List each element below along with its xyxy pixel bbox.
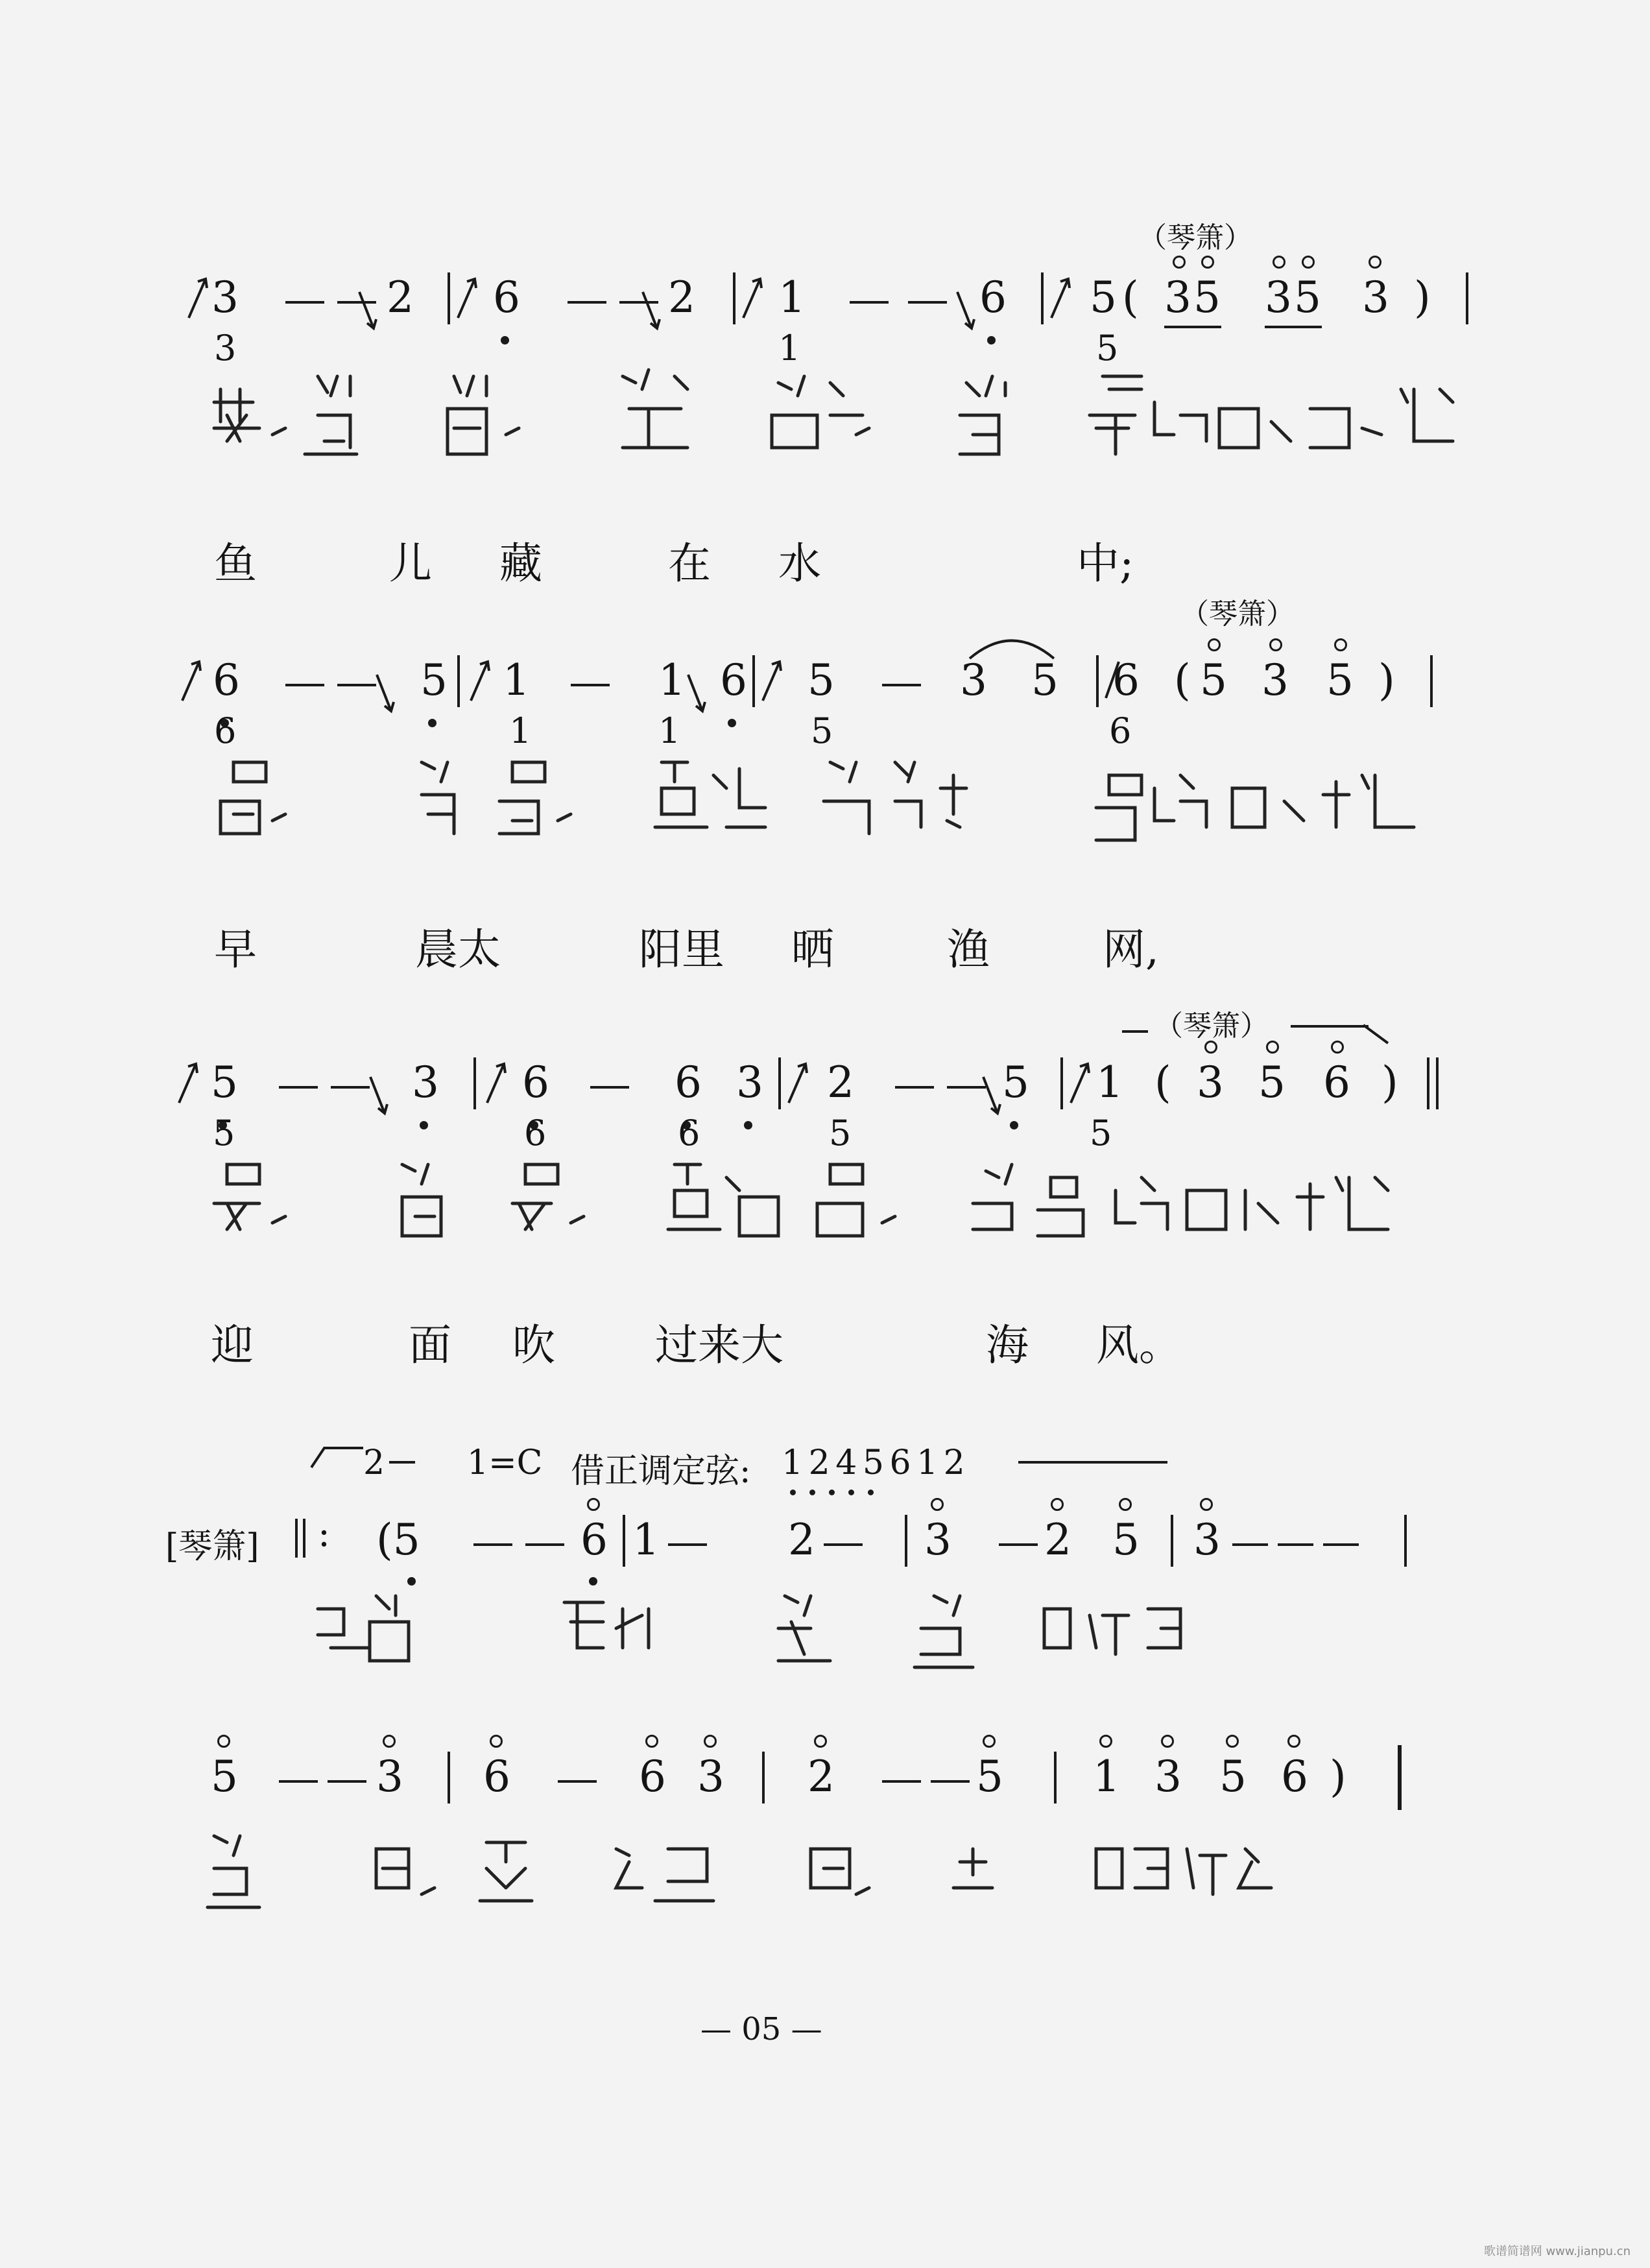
- barline: [1041, 272, 1044, 324]
- instrument-annotation: （琴箫）: [1180, 597, 1295, 631]
- slide-down-arrow-icon: [684, 668, 710, 720]
- tab-string-number: 5: [829, 1113, 852, 1153]
- tab-string-number: 1: [778, 328, 801, 368]
- lyric-char: 鱼: [214, 538, 257, 588]
- slide-down-arrow-icon: [639, 285, 665, 337]
- octave-dot-high: [587, 1498, 600, 1511]
- octave-dot-high: [1051, 1498, 1064, 1511]
- octave-dot-low: [809, 1490, 815, 1495]
- slide-up-arrow-icon: [175, 1057, 201, 1109]
- note: 1: [778, 272, 806, 322]
- octave-dot-low: [829, 1490, 835, 1495]
- dash: [590, 1086, 629, 1089]
- octave-dot-high: [704, 1735, 717, 1748]
- lyric-char: 晒: [791, 924, 834, 974]
- octave-dot-high: [1266, 1041, 1279, 1054]
- note: 3: [697, 1752, 724, 1802]
- octave-dot-high: [383, 1735, 396, 1748]
- slide-up-arrow-icon: [785, 1057, 811, 1109]
- lyric-char: 渔: [947, 924, 990, 974]
- tab-string-number: 5: [213, 1113, 235, 1153]
- tuning-prefix: 2: [363, 1443, 385, 1482]
- note: 5: [1112, 1515, 1140, 1565]
- dash: [558, 1780, 597, 1783]
- note: 6: [1112, 655, 1140, 705]
- note: 6: [720, 655, 747, 705]
- note: 3: [1193, 1515, 1221, 1565]
- page-number: — 05 —: [700, 2011, 822, 2047]
- handwritten-tablature-icon: [201, 1823, 1343, 1920]
- note: 5: [1200, 655, 1227, 705]
- slide-up-arrow-icon: [739, 272, 765, 324]
- paren-close: ): [1381, 1057, 1398, 1107]
- note: 3: [1154, 1752, 1182, 1802]
- dash: [279, 1086, 318, 1089]
- octave-dot-high: [1201, 256, 1214, 269]
- octave-dot-low: [744, 1121, 752, 1129]
- lyric-char: 迎: [211, 1320, 254, 1370]
- note: 6: [522, 1057, 549, 1107]
- dash: [908, 301, 947, 304]
- repeat-colon: :: [318, 1513, 330, 1555]
- note: 5: [1258, 1057, 1285, 1107]
- note: 6: [213, 655, 240, 705]
- barline: [1096, 655, 1099, 707]
- note: 6: [483, 1752, 510, 1802]
- octave-dot-high: [1273, 256, 1285, 269]
- note: 5: [1090, 272, 1117, 322]
- note: 3: [376, 1752, 403, 1802]
- octave-dot-high: [1331, 1041, 1344, 1054]
- note: 3: [412, 1057, 439, 1107]
- note: 3: [1362, 272, 1389, 322]
- dash: [337, 684, 376, 686]
- octave-dot-high: [1269, 638, 1282, 651]
- octave-dot-high: [1099, 1735, 1112, 1748]
- note: 3: [1261, 655, 1289, 705]
- note: 6: [1281, 1752, 1308, 1802]
- note: 6: [675, 1057, 702, 1107]
- dash: [1232, 1543, 1268, 1546]
- note: 5: [807, 655, 835, 705]
- note: 5: [1193, 272, 1221, 322]
- octave-dot-high: [217, 1735, 230, 1748]
- note: 3: [211, 272, 239, 322]
- dash: [279, 1780, 318, 1783]
- dash: [895, 1086, 934, 1089]
- slide-down-arrow-icon: [373, 668, 399, 720]
- barline: [752, 655, 755, 707]
- note: (5: [376, 1515, 420, 1565]
- note: 1: [632, 1515, 660, 1565]
- lyric-char: 网,: [1103, 924, 1159, 974]
- barline: [473, 1057, 476, 1109]
- tab-string-number: 1: [509, 710, 532, 751]
- barline: [1398, 1745, 1402, 1810]
- annotation-line: [1291, 1025, 1369, 1028]
- note: 6: [639, 1752, 666, 1802]
- octave-dot-low: [428, 719, 436, 727]
- tab-string-number: 5: [811, 710, 833, 751]
- dash: [331, 1086, 370, 1089]
- barline: [303, 1519, 305, 1558]
- octave-dot-low: [987, 336, 996, 344]
- lyric-char: 藏: [499, 538, 542, 588]
- barline: [448, 1752, 450, 1804]
- barline: [1404, 1515, 1407, 1567]
- dash: [571, 684, 610, 686]
- lyric-char: 早: [214, 924, 257, 974]
- tab-string-number: 3: [214, 328, 237, 368]
- octave-dot-low: [868, 1490, 874, 1495]
- barline: [457, 655, 460, 707]
- notation-row-3: [0, 1057, 1650, 1142]
- octave-dot-low: [728, 719, 736, 727]
- octave-dot-high: [1302, 256, 1315, 269]
- handwritten-tablature-icon: [208, 363, 1492, 474]
- note: 3: [736, 1057, 763, 1107]
- paren-close: ): [1414, 272, 1431, 322]
- dash: [1323, 1543, 1359, 1546]
- lyric-char: 面: [409, 1320, 451, 1370]
- octave-dot-low: [501, 336, 509, 344]
- slide-down-arrow-icon: [953, 285, 979, 337]
- barline: [623, 1515, 625, 1567]
- octave-dot-high: [1334, 638, 1347, 651]
- paren-close: ): [1330, 1752, 1346, 1802]
- annotation-line: [1122, 1030, 1148, 1033]
- paren-open: (: [1154, 1057, 1171, 1107]
- beam: [1164, 326, 1221, 328]
- note: 2: [1044, 1515, 1071, 1565]
- note: 5: [1294, 272, 1321, 322]
- tab-string-number: 1: [658, 710, 681, 751]
- note: 1: [1096, 1057, 1123, 1107]
- note: 3: [960, 655, 987, 705]
- dash: [568, 301, 606, 304]
- note: 5: [1219, 1752, 1247, 1802]
- instrument-annotation: （琴箫）: [1138, 221, 1252, 254]
- octave-dot-high: [1369, 256, 1381, 269]
- note: 6: [580, 1515, 608, 1565]
- note: 3: [1197, 1057, 1224, 1107]
- handwritten-tablature-icon: [208, 1152, 1472, 1262]
- note: 5: [1002, 1057, 1029, 1107]
- octave-dot-high: [983, 1735, 996, 1748]
- dash: [882, 684, 921, 686]
- paren-open: (: [1122, 272, 1139, 322]
- note: 2: [387, 272, 414, 322]
- octave-dot-high: [1287, 1735, 1300, 1748]
- lyric-char: 晨太: [415, 924, 501, 974]
- handwritten-tablature-icon: [311, 1583, 1258, 1680]
- tab-string-number: 5: [1090, 1113, 1112, 1153]
- tab-string-number: 6: [1109, 710, 1132, 751]
- slide-up-arrow-icon: [185, 272, 211, 324]
- slide-up-arrow-icon: [467, 655, 493, 707]
- dash: [999, 1543, 1038, 1546]
- barline: [1466, 272, 1468, 324]
- note: 2: [827, 1057, 854, 1107]
- key-signature: 1=C: [467, 1443, 543, 1482]
- note: 1: [1093, 1752, 1120, 1802]
- note: 1: [503, 655, 530, 705]
- dash: [389, 1461, 415, 1464]
- dash: [882, 1780, 921, 1783]
- note: 3: [1164, 272, 1191, 322]
- note: 6: [979, 272, 1007, 322]
- note: 1: [658, 655, 686, 705]
- dash: [285, 301, 324, 304]
- barline: [295, 1519, 298, 1558]
- lyric-char: 在: [668, 538, 711, 588]
- tab-string-number: 6: [678, 1113, 700, 1153]
- instrument-annotation: （琴箫）: [1154, 1009, 1269, 1043]
- octave-dot-high: [1208, 638, 1221, 651]
- barline: [448, 272, 450, 324]
- note: 5: [211, 1752, 238, 1802]
- lyric-char: 水: [778, 538, 821, 588]
- paren-close: ): [1378, 655, 1395, 705]
- tuning-instruction: 借正调定弦:: [571, 1452, 751, 1491]
- lyric-char: 海: [986, 1320, 1029, 1370]
- note: 3: [924, 1515, 951, 1565]
- section-label: [琴箫]: [165, 1527, 259, 1566]
- slide-down-arrow-icon: [366, 1070, 392, 1122]
- barline: [1430, 655, 1433, 707]
- annotation-hook-icon: [1362, 1024, 1394, 1050]
- watermark: 歌谱简谱网 www.jianpu.cn: [1483, 2245, 1631, 2258]
- note: 6: [493, 272, 520, 322]
- octave-dot-low: [848, 1490, 854, 1495]
- octave-dot-high: [1200, 1498, 1213, 1511]
- lyric-char: 中;: [1077, 538, 1134, 588]
- dash: [285, 684, 324, 686]
- handwritten-tablature-icon: [208, 749, 1440, 860]
- tuning-scale: 1 2 4 5 6 1 2: [782, 1443, 963, 1482]
- slide-up-arrow-icon: [1067, 1057, 1093, 1109]
- lyric-char: 风。: [1096, 1320, 1182, 1370]
- dash: [931, 1780, 970, 1783]
- lyric-char: 儿: [389, 538, 432, 588]
- tab-string-number: 5: [1096, 328, 1119, 368]
- dash: [328, 1780, 366, 1783]
- note: 5: [1031, 655, 1058, 705]
- octave-dot-high: [1119, 1498, 1132, 1511]
- dash: [525, 1543, 564, 1546]
- barline: [733, 272, 735, 324]
- lyric-char: 吹: [512, 1320, 555, 1370]
- barline: [1054, 1752, 1057, 1804]
- barline: [905, 1515, 907, 1567]
- note: 2: [668, 272, 695, 322]
- note: 5: [976, 1752, 1003, 1802]
- dash: [1278, 1543, 1313, 1546]
- slide-up-arrow-icon: [454, 272, 480, 324]
- note: 5: [420, 655, 448, 705]
- note: 5: [211, 1057, 238, 1107]
- note: 2: [788, 1515, 815, 1565]
- barline: [1060, 1057, 1063, 1109]
- octave-dot-low: [1010, 1121, 1018, 1129]
- octave-dot-high: [645, 1735, 658, 1748]
- note: 2: [807, 1752, 835, 1802]
- tuning-hook-icon: [305, 1442, 370, 1474]
- octave-dot-high: [490, 1735, 503, 1748]
- slide-up-arrow-icon: [759, 655, 785, 707]
- octave-dot-high: [1204, 1041, 1217, 1054]
- lyric-char: 过来大: [655, 1320, 783, 1370]
- slide-up-arrow-icon: [1047, 272, 1073, 324]
- slur: [966, 629, 1057, 662]
- tab-string-number: 6: [214, 710, 237, 751]
- octave-dot-low: [420, 1121, 428, 1129]
- dash: [473, 1543, 512, 1546]
- barline: [1427, 1057, 1429, 1109]
- octave-dot-high: [931, 1498, 944, 1511]
- slide-up-arrow-icon: [483, 1057, 509, 1109]
- octave-dot-high: [1173, 256, 1186, 269]
- note: 3: [1265, 272, 1292, 322]
- octave-dot-high: [1226, 1735, 1239, 1748]
- dash: [668, 1543, 707, 1546]
- octave-dot-low: [790, 1490, 796, 1495]
- notation-row-1: [0, 272, 1650, 357]
- note: 6: [1323, 1057, 1350, 1107]
- octave-dot-high: [814, 1735, 827, 1748]
- barline: [778, 1057, 781, 1109]
- barline: [1436, 1057, 1439, 1109]
- barline: [762, 1752, 765, 1804]
- slide-down-arrow-icon: [355, 285, 381, 337]
- beam: [1265, 326, 1322, 328]
- lyric-char: 阳里: [639, 924, 724, 974]
- octave-dot-high: [1161, 1735, 1174, 1748]
- tab-string-number: 6: [524, 1113, 547, 1153]
- slide-up-arrow-icon: [178, 655, 204, 707]
- slide-down-arrow-icon: [979, 1070, 1005, 1122]
- dash: [1018, 1461, 1167, 1464]
- dash: [850, 301, 889, 304]
- paren-open: (: [1174, 655, 1191, 705]
- dash: [824, 1543, 863, 1546]
- barline: [1171, 1515, 1173, 1567]
- note: 5: [1326, 655, 1354, 705]
